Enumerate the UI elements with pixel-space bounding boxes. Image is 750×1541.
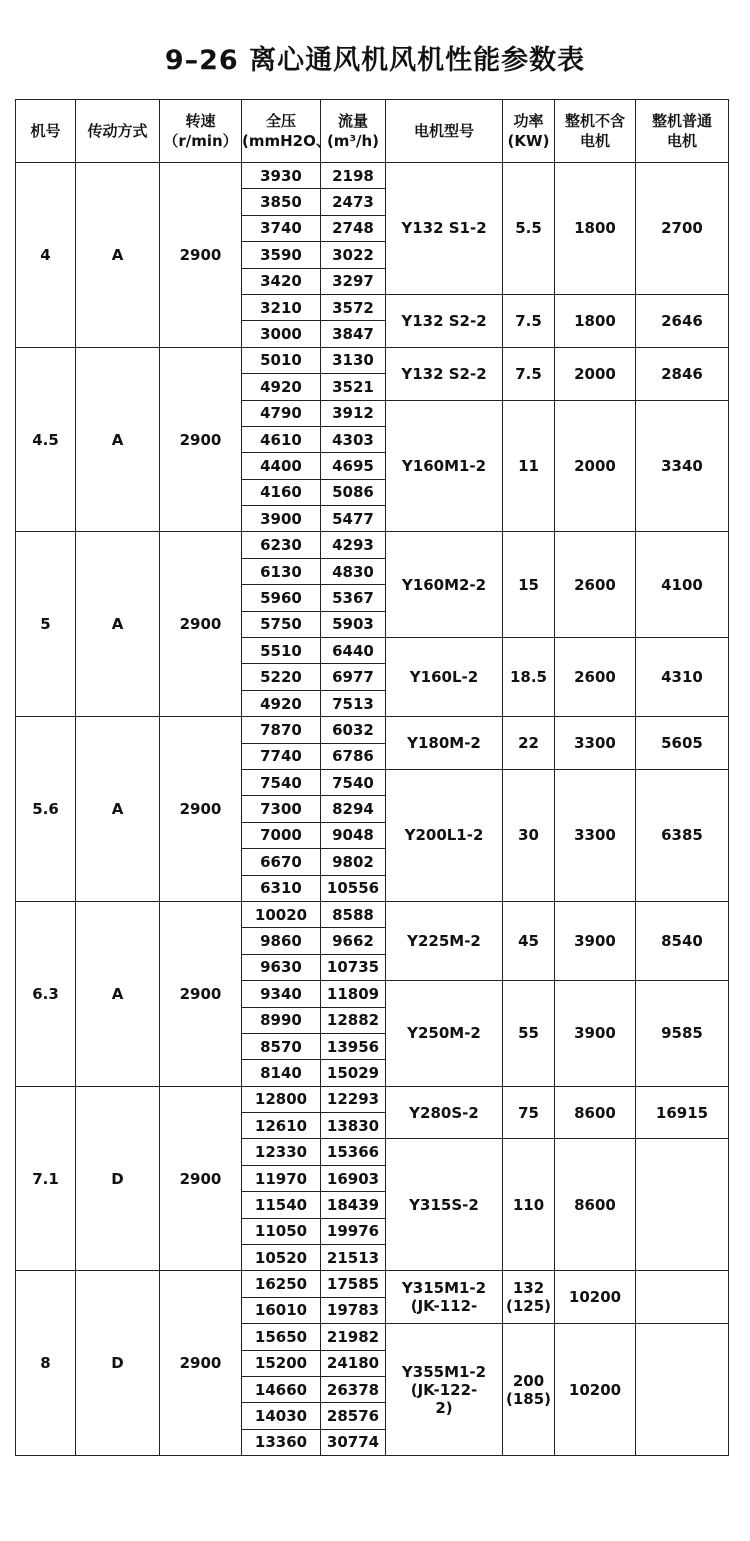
speed-cell: 2900 <box>160 1271 242 1456</box>
header-speed <box>160 100 242 163</box>
header-price-with-motor <box>636 100 729 163</box>
header-label: 整机普通 <box>651 112 712 130</box>
table-row <box>16 1271 729 1297</box>
price-with-motor-cell: 2646 <box>636 294 729 347</box>
pressure-cell: 6230 <box>242 532 321 558</box>
pressure-cell: 4160 <box>242 479 321 505</box>
header-flow-rate <box>321 100 386 163</box>
pressure-cell: 3850 <box>242 189 321 215</box>
header-label: 流量 <box>337 112 368 130</box>
price-no-motor-cell: 3900 <box>555 901 636 980</box>
pressure-cell: 3900 <box>242 506 321 532</box>
pressure-cell: 8990 <box>242 1007 321 1033</box>
motor-model-cell: Y315S-2 <box>386 1139 503 1271</box>
price-with-motor-cell <box>636 1324 729 1456</box>
motor-model-cell: Y355M1-2 (JK-122- 2) <box>386 1324 503 1456</box>
flow-cell: 6440 <box>321 638 386 664</box>
power-cell: 45 <box>503 901 555 980</box>
drive-type-cell: A <box>76 532 160 717</box>
pressure-cell: 7740 <box>242 743 321 769</box>
price-with-motor-cell: 4310 <box>636 638 729 717</box>
pressure-cell: 11050 <box>242 1218 321 1244</box>
pressure-cell: 8140 <box>242 1060 321 1086</box>
table-row <box>16 347 729 373</box>
drive-type-cell: A <box>76 347 160 532</box>
flow-cell: 18439 <box>321 1192 386 1218</box>
price-with-motor-cell: 4100 <box>636 532 729 638</box>
flow-cell: 12882 <box>321 1007 386 1033</box>
price-no-motor-cell: 10200 <box>555 1324 636 1456</box>
pressure-cell: 4790 <box>242 400 321 426</box>
flow-cell: 7540 <box>321 769 386 795</box>
drive-type-cell: A <box>76 901 160 1086</box>
flow-cell: 3297 <box>321 268 386 294</box>
power-cell: 110 <box>503 1139 555 1271</box>
speed-cell: 2900 <box>160 347 242 532</box>
power-cell: 7.5 <box>503 347 555 400</box>
pressure-cell: 5750 <box>242 611 321 637</box>
power-cell: 55 <box>503 981 555 1087</box>
price-with-motor-cell: 5605 <box>636 717 729 770</box>
drive-type-cell: A <box>76 717 160 902</box>
pressure-cell: 3420 <box>242 268 321 294</box>
price-with-motor-cell: 6385 <box>636 769 729 901</box>
pressure-cell: 6310 <box>242 875 321 901</box>
header-drive-type <box>76 100 160 163</box>
price-with-motor-cell: 2700 <box>636 163 729 295</box>
flow-cell: 3572 <box>321 294 386 320</box>
speed-cell: 2900 <box>160 163 242 348</box>
header-label: 机号 <box>30 122 61 140</box>
power-cell: 200 (185) <box>503 1324 555 1456</box>
flow-cell: 11809 <box>321 981 386 1007</box>
flow-cell: 28576 <box>321 1403 386 1429</box>
flow-cell: 12293 <box>321 1086 386 1112</box>
flow-cell: 13956 <box>321 1033 386 1059</box>
pressure-cell: 12800 <box>242 1086 321 1112</box>
pressure-cell: 11970 <box>242 1165 321 1191</box>
price-no-motor-cell: 1800 <box>555 163 636 295</box>
pressure-cell: 3740 <box>242 215 321 241</box>
pressure-cell: 9630 <box>242 954 321 980</box>
flow-cell: 30774 <box>321 1429 386 1455</box>
power-cell: 22 <box>503 717 555 770</box>
flow-cell: 2198 <box>321 163 386 189</box>
flow-cell: 9048 <box>321 822 386 848</box>
pressure-cell: 10520 <box>242 1245 321 1271</box>
header-unit: (mmH2O、 <box>242 132 331 150</box>
machine-no-cell: 6.3 <box>16 901 76 1086</box>
price-no-motor-cell: 8600 <box>555 1086 636 1139</box>
power-cell: 132 (125) <box>503 1271 555 1324</box>
drive-type-cell: D <box>76 1271 160 1456</box>
header-total-pressure <box>242 100 331 163</box>
flow-cell: 24180 <box>321 1350 386 1376</box>
pressure-cell: 14030 <box>242 1403 321 1429</box>
flow-cell: 5086 <box>321 479 386 505</box>
motor-model-cell: Y132 S1-2 <box>386 163 503 295</box>
flow-cell: 4293 <box>321 532 386 558</box>
price-with-motor-cell: 2846 <box>636 347 729 400</box>
machine-no-cell: 4 <box>16 163 76 348</box>
speed-cell: 2900 <box>160 901 242 1086</box>
machine-no-cell: 5 <box>16 532 76 717</box>
price-with-motor-cell <box>636 1271 729 1324</box>
pressure-cell: 12330 <box>242 1139 321 1165</box>
pressure-cell: 16250 <box>242 1271 321 1297</box>
flow-cell: 10556 <box>321 875 386 901</box>
pressure-cell: 15200 <box>242 1350 321 1376</box>
pressure-cell: 6130 <box>242 558 321 584</box>
flow-cell: 19783 <box>321 1297 386 1323</box>
flow-cell: 3847 <box>321 321 386 347</box>
price-no-motor-cell: 10200 <box>555 1271 636 1324</box>
power-cell: 5.5 <box>503 163 555 295</box>
pressure-cell: 4920 <box>242 690 321 716</box>
flow-cell: 21982 <box>321 1324 386 1350</box>
price-no-motor-cell: 3900 <box>555 981 636 1087</box>
flow-cell: 3912 <box>321 400 386 426</box>
flow-cell: 13830 <box>321 1113 386 1139</box>
price-with-motor-cell: 8540 <box>636 901 729 980</box>
header-label: 整机不含 <box>564 112 625 130</box>
power-cell: 30 <box>503 769 555 901</box>
drive-type-cell: A <box>76 163 160 348</box>
motor-model-cell: Y250M-2 <box>386 981 503 1087</box>
flow-cell: 2473 <box>321 189 386 215</box>
page-title: 9–26 离心通风机风机性能参数表 <box>164 45 586 76</box>
flow-cell: 8588 <box>321 901 386 927</box>
price-no-motor-cell: 3300 <box>555 769 636 901</box>
pressure-cell: 3590 <box>242 242 321 268</box>
table-row <box>16 1086 729 1112</box>
flow-cell: 5903 <box>321 611 386 637</box>
pressure-cell: 9340 <box>242 981 321 1007</box>
motor-model-cell: Y200L1-2 <box>386 769 503 901</box>
flow-cell: 17585 <box>321 1271 386 1297</box>
pressure-cell: 4610 <box>242 426 321 452</box>
pressure-cell: 5510 <box>242 638 321 664</box>
pressure-cell: 5220 <box>242 664 321 690</box>
pressure-cell: 11540 <box>242 1192 321 1218</box>
flow-cell: 9802 <box>321 849 386 875</box>
header-price-no-motor <box>555 100 636 163</box>
header-label: 电机型号 <box>413 122 474 140</box>
flow-cell: 5477 <box>321 506 386 532</box>
motor-model-cell: Y280S-2 <box>386 1086 503 1139</box>
flow-cell: 6977 <box>321 664 386 690</box>
motor-model-cell: Y160M2-2 <box>386 532 503 638</box>
flow-cell: 4303 <box>321 426 386 452</box>
pressure-cell: 10020 <box>242 901 321 927</box>
machine-no-cell: 8 <box>16 1271 76 1456</box>
price-with-motor-cell <box>636 1139 729 1271</box>
flow-cell: 9662 <box>321 928 386 954</box>
drive-type-cell: D <box>76 1086 160 1271</box>
header-unit: 电机 <box>579 132 610 150</box>
header-label: 转速 <box>185 112 216 130</box>
pressure-cell: 7540 <box>242 769 321 795</box>
power-cell: 11 <box>503 400 555 532</box>
flow-cell: 2748 <box>321 215 386 241</box>
flow-cell: 10735 <box>321 954 386 980</box>
flow-cell: 16903 <box>321 1165 386 1191</box>
pressure-cell: 16010 <box>242 1297 321 1323</box>
header-unit: (m³/h) <box>326 132 380 150</box>
pressure-cell: 5010 <box>242 347 321 373</box>
motor-model-cell: Y315M1-2 (JK-112- <box>386 1271 503 1324</box>
pressure-cell: 7300 <box>242 796 321 822</box>
header-power <box>503 100 555 163</box>
motor-model-cell: Y225M-2 <box>386 901 503 980</box>
pressure-cell: 13360 <box>242 1429 321 1455</box>
price-no-motor-cell: 2000 <box>555 400 636 532</box>
price-no-motor-cell: 1800 <box>555 294 636 347</box>
table-row <box>16 163 729 189</box>
pressure-cell: 14660 <box>242 1376 321 1402</box>
flow-cell: 21513 <box>321 1245 386 1271</box>
price-no-motor-cell: 3300 <box>555 717 636 770</box>
power-cell: 7.5 <box>503 294 555 347</box>
pressure-cell: 4400 <box>242 453 321 479</box>
pressure-cell: 7870 <box>242 717 321 743</box>
flow-cell: 8294 <box>321 796 386 822</box>
price-no-motor-cell: 2000 <box>555 347 636 400</box>
header-label: 功率 <box>513 112 544 130</box>
machine-no-cell: 7.1 <box>16 1086 76 1271</box>
header-unit: （r/min） <box>163 132 238 150</box>
header-label: 全压 <box>265 112 296 130</box>
table-row <box>16 901 729 927</box>
flow-cell: 7513 <box>321 690 386 716</box>
flow-cell: 3521 <box>321 374 386 400</box>
flow-cell: 26378 <box>321 1376 386 1402</box>
flow-cell: 3130 <box>321 347 386 373</box>
price-no-motor-cell: 2600 <box>555 532 636 638</box>
header-machine-no <box>16 100 76 163</box>
pressure-cell: 9860 <box>242 928 321 954</box>
pressure-cell: 3930 <box>242 163 321 189</box>
power-cell: 15 <box>503 532 555 638</box>
speed-cell: 2900 <box>160 717 242 902</box>
flow-cell: 4695 <box>321 453 386 479</box>
table-row <box>16 532 729 558</box>
pressure-cell: 5960 <box>242 585 321 611</box>
flow-cell: 15366 <box>321 1139 386 1165</box>
flow-cell: 6786 <box>321 743 386 769</box>
table-row <box>16 717 729 743</box>
motor-model-cell: Y160M1-2 <box>386 400 503 532</box>
motor-model-cell: Y160L-2 <box>386 638 503 717</box>
header-motor-model <box>386 100 503 163</box>
power-cell: 18.5 <box>503 638 555 717</box>
pressure-cell: 7000 <box>242 822 321 848</box>
machine-no-cell: 4.5 <box>16 347 76 532</box>
price-with-motor-cell: 3340 <box>636 400 729 532</box>
speed-cell: 2900 <box>160 532 242 717</box>
flow-cell: 4830 <box>321 558 386 584</box>
pressure-cell: 6670 <box>242 849 321 875</box>
flow-cell: 5367 <box>321 585 386 611</box>
flow-cell: 3022 <box>321 242 386 268</box>
speed-cell: 2900 <box>160 1086 242 1271</box>
power-cell: 75 <box>503 1086 555 1139</box>
price-no-motor-cell: 2600 <box>555 638 636 717</box>
performance-table <box>15 99 729 1456</box>
motor-model-cell: Y132 S2-2 <box>386 347 503 400</box>
flow-cell: 6032 <box>321 717 386 743</box>
header-label: 传动方式 <box>87 122 148 140</box>
header-unit: (KW) <box>507 132 550 150</box>
motor-model-cell: Y180M-2 <box>386 717 503 770</box>
header-unit: 电机 <box>666 132 697 150</box>
motor-model-cell: Y132 S2-2 <box>386 294 503 347</box>
flow-cell: 19976 <box>321 1218 386 1244</box>
pressure-cell: 12610 <box>242 1113 321 1139</box>
pressure-cell: 3210 <box>242 294 321 320</box>
pressure-cell: 3000 <box>242 321 321 347</box>
price-no-motor-cell: 8600 <box>555 1139 636 1271</box>
header-row <box>16 100 729 163</box>
machine-no-cell: 5.6 <box>16 717 76 902</box>
flow-cell: 15029 <box>321 1060 386 1086</box>
table-body <box>16 163 729 1456</box>
pressure-cell: 8570 <box>242 1033 321 1059</box>
pressure-cell: 4920 <box>242 374 321 400</box>
price-with-motor-cell: 16915 <box>636 1086 729 1139</box>
price-with-motor-cell: 9585 <box>636 981 729 1087</box>
pressure-cell: 15650 <box>242 1324 321 1350</box>
